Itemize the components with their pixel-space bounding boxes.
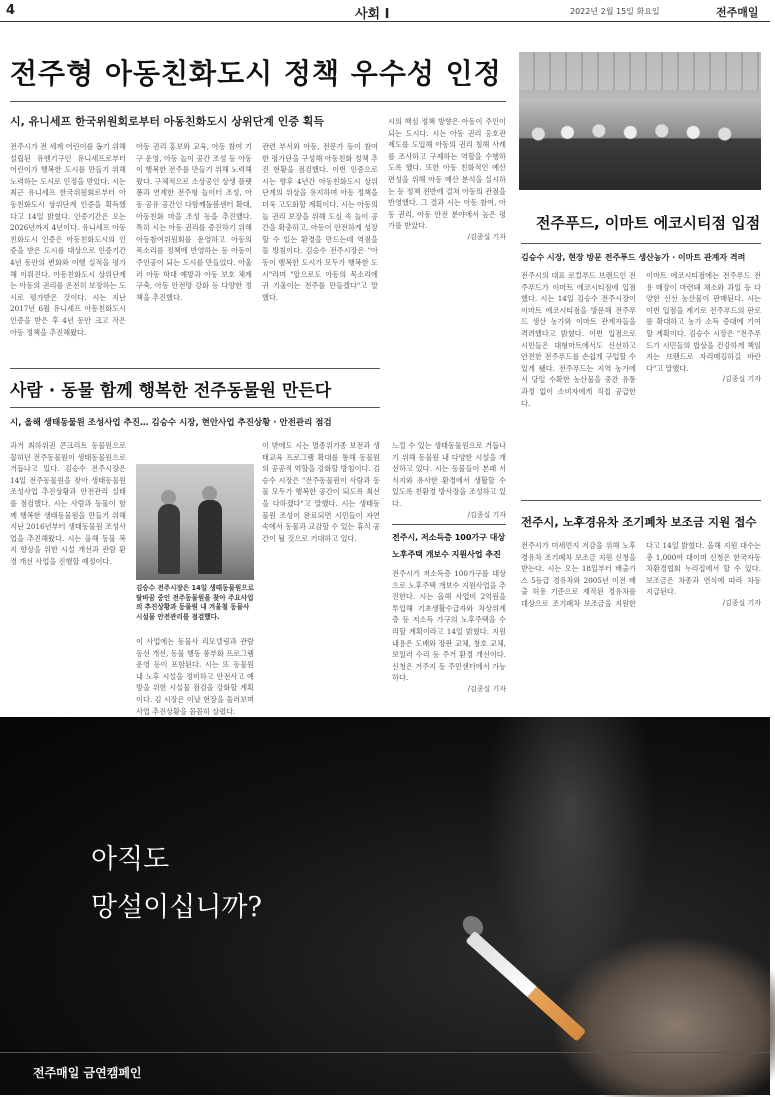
- article1-col3-text: 관련 부서와 아동, 전문가 등이 참여한 평가단을 구성해 아동친화 정책 추진 현황을 점검했다. 이번 인증으로 시는 향후 4년간 아동친화도시 상위단계의 위상을 유지하며 아동 정책을 더욱 고도화할 계획이다. 시는 아동의 놀 권리 보장을 위해 도심 속 놀이 공간을 확충하고, 아동이 안전하게 성장할 수 있는 환경을 만드는데 역점을 둘 방침이다. 김승수 전주시장은 "아동이 행복한 도시가 모두가 행복한 도시"라며 "앞으로도 아동의 목소리에 귀 기울이는 전주를 만들겠다"고 말했다.: [262, 142, 378, 302]
- store-shelf-graphic: [519, 52, 761, 90]
- article3-col3-text: 이 밖에도 시는 멸종위기종 보전과 생태교육 프로그램 확대를 통해 동물원의 공공적 역할을 강화할 방침이다. 김승수 시장은 "전주동물원이 사람과 동물 모두가 행복한 공간이 되도록 최선을 다하겠다"고 말했다. 시는 생태동물원 조성이 완료되면 시민들이 자연 속에서 동물과 교감할 수 있는 휴식 공간이 될 것으로 기대하고 있다.: [262, 441, 380, 543]
- person-graphic: [158, 504, 180, 574]
- ad-text-line2: 망설이십니까?: [91, 892, 262, 923]
- article5-body-text: 전주시가 미세먼지 저감을 위해 노후경유차 조기폐차 보조금 지원 신청을 받는다. 시는 오는 18일부터 배출가스 5등급 경유차와 2005년 이전 배출 허용 기준으로 제작된 경유차를 대상으로 조기폐차 보조금을 지원한다고 14일 밝혔다. 올해 지원 대수는 총 1,000여 대이며 신청은 한국자동차환경협회 누리집에서 할 수 있다. 보조금은 차종과 연식에 따라 차등 지급된다.: [521, 541, 761, 608]
- issue-date: 2022년 2월 15일 화요일: [570, 7, 660, 16]
- article3-col4-text: 느낄 수 있는 생태동물원으로 거듭나기 위해 동물원 내 다양한 시설을 개선하고 있다. 시는 동물들이 본래 서식지와 유사한 환경에서 생활할 수 있도록 친환경 방사장을 조성하고 있다.: [392, 441, 506, 508]
- ad-footer-label: 전주매일 금연캠페인: [33, 1066, 142, 1080]
- article3-col2: [136, 636, 254, 716]
- article5-headline: 전주시, 노후경유차 조기폐차 보조금 지원 접수: [521, 515, 757, 529]
- article3-rule: [10, 407, 380, 408]
- article1-col2: [136, 141, 252, 363]
- article1-col1-text: 전주시가 전 세계 어린이를 돕기 위해 설립된 유엔기구인 유니세프로부터 어린이가 행복한 도시를 만들기 위해 노력하는 도시로 인정을 받았다. 시는 최근 유니세프 한국위원회로부터 아동친화도시 상위단계 인증을 획득했다고 14일 밝혔다. 인증기간은 오는 2026년까지 4년이다. 유니세프 아동친화도시 인증은 아동친화도시의 인증을 받은 도시를 대상으로 인증기간 4년 동안의 변화와 이행 실적을 평가해 이뤄진다. 아동친화도시 상위단계는 아동의 권리를 온전히 보장하는 도시로 평가받은 것이다. 시는 지난 2017년 6월 유니세프 아동친화도시 인증을 받은 후 4년 동안 크고 작은 아동 정책을 추진해왔다.: [10, 142, 126, 337]
- article2-col1: [521, 270, 636, 495]
- article4-body-text: 전주시가 저소득층 100가구를 대상으로 노후주택 개보수 지원사업을 추진한다. 시는 올해 사업비 2억원을 투입해 기초생활수급자와 차상위계층 등 저소득 가구의 노후주택을 수리할 계획이라고 14일 밝혔다. 지원 내용은 도배와 장판 교체, 창호 교체, 보일러 수리 등 주거 환경 개선이다. 신청은 거주지 동 주민센터에서 가능하다.: [392, 569, 506, 683]
- article1-subhead: 시, 유니세프 한국위원회로부터 아동친화도시 상위단계 인증 획득: [10, 115, 325, 128]
- article3-byline: /김종실 기자: [467, 510, 506, 519]
- article4-body: [392, 568, 506, 705]
- anti-smoking-ad: [0, 717, 770, 1095]
- page-number: 4: [6, 3, 16, 18]
- section-name: 사회 I: [355, 7, 390, 22]
- paper-name: 전주매일: [716, 6, 759, 19]
- article1-byline: /김종실 기자: [467, 232, 506, 241]
- article3-col4: [392, 440, 506, 520]
- page-header: [0, 0, 770, 22]
- article4-byline: /김종실 기자: [467, 684, 506, 693]
- zoo-inspection-photo: [136, 464, 254, 580]
- person-graphic: [202, 486, 217, 501]
- article5-byline: /김종실 기자: [722, 598, 761, 607]
- article1-col4-text: 시의 핵심 정책 방향은 아동이 주인이 되는 도시다. 시는 아동 권리 옹호관 제도를 도입해 아동의 권리 침해 사례를 조사하고 구제하는 역할을 수행하도록 했다. 또한 아동 친화적인 예산 편성을 위해 아동 예산 분석을 실시하는 등 정책 전반에 걸쳐 아동의 관점을 반영했다. 그 결과 시는 아동 참여, 아동 권리, 아동 안전 분야에서 높은 평가를 받았다.: [388, 117, 506, 231]
- article2-headline: 전주푸드, 이마트 에코시티점 입점: [536, 214, 761, 232]
- article2-col2: [646, 270, 761, 495]
- person-graphic: [198, 500, 222, 574]
- emart-visit-photo: [519, 52, 761, 190]
- article2-col1-text: 전주시의 대표 로컬푸드 브랜드인 전주푸드가 이마트 에코시티점에 입점했다. 시는 14일 김승수 전주시장이 이마트 에코시티점을 방문해 전주푸드 생산 농가와 이마트 관계자들을 격려했다고 밝혔다. 이번 입점으로 시민들은 대형마트에서도 신선하고 안전한 전주푸드를 손쉽게 구입할 수 있게 됐다. 전주푸드는 지역 농가에서 당일 수확한 농산물을 중간 유통 과정 없이 소비자에게 직접 공급한다.: [521, 271, 636, 408]
- article3-col1-text: 과거 최하위권 콘크리트 동물원으로 꼽히던 전주동물원이 생태동물원으로 거듭나고 있다. 김승수 전주시장은 14일 전주동물원을 찾아 생태동물원 조성사업 추진상황과 안전관리 실태를 점검했다. 시는 사람과 동물이 함께 행복한 생태동물원을 만들기 위해 지난 2016년부터 생태동물원 조성사업을 추진해왔다. 시는 올해 동물 복지 향상을 위한 시설 개선과 관람 환경 개선 사업을 진행할 예정이다.: [10, 441, 126, 566]
- article5-body: [521, 540, 761, 705]
- ad-text-line1: 아직도: [91, 844, 170, 875]
- article1-col4: [388, 116, 506, 386]
- person-graphic: [161, 490, 176, 505]
- article2-byline: /김종실 기자: [722, 375, 761, 384]
- article5-top-rule: [521, 500, 761, 501]
- article2-col2-text: 이마트 에코시티점에는 전주푸드 전용 매장이 마련돼 채소와 과일 등 다양한 신선 농산물이 판매된다. 시는 이번 입점을 계기로 전주푸드의 판로를 확대하고 농가 소득 증대에 기여할 계획이다. 김승수 시장은 "전주푸드가 시민들의 밥상을 건강하게 책임지는 브랜드로 자리매김하길 바란다"고 말했다.: [646, 271, 761, 373]
- article1-col2-text: 아동 권리 홍보와 교육, 아동 참여 기구 운영, 아동 놀이 공간 조성 등 아동이 행복한 전주를 만들기 위해 노력해왔다. 구체적으로 소상공인 상생 플랫폼과 연계한 전주형 놀이터 조성, 아동 공유 공간인 다함께돌봄센터 확대, 아동친화 마을 조성 등을 추진했다. 특히 시는 아동 권리를 증진하기 위해 아동참여위원회를 운영하고 아동의 목소리를 정책에 반영하는 등 아동이 주인공이 되는 도시를 만들었다. 아울러 아동 학대 예방과 아동 보호 체계 구축, 아동 안전망 강화 등 다양한 정책을 추진했다.: [136, 142, 252, 302]
- article3-col3: [262, 440, 380, 705]
- article4-headline-line1: 전주시, 저소득층 100가구 대상: [392, 533, 506, 542]
- article4-rule: [392, 524, 506, 525]
- article3-top-rule: [10, 368, 380, 369]
- article4-headline-line2: 노후주택 개보수 지원사업 추진: [392, 550, 501, 559]
- article3-col2-text: 이 사업에는 동물사 리모델링과 관람 동선 개선, 동물 행동 풍부화 프로그램 운영 등이 포함된다. 시는 또 동물원 내 노후 시설을 정비하고 안전사고 예방을 위한 시설물 점검을 강화할 계획이다. 김 시장은 이날 현장을 둘러보며 사업 추진상황을 꼼꼼히 살폈다.: [136, 637, 254, 716]
- group-people-graphic: [519, 110, 761, 190]
- article1-col3: [262, 141, 378, 363]
- article3-subhead: 시, 올해 생태동물원 조성사업 추진… 김승수 시장, 현안사업 추진상황 · 안전관리 점검: [10, 418, 332, 428]
- ad-divider: [0, 1052, 770, 1053]
- article3-col1: [10, 440, 126, 705]
- article2-rule: [521, 243, 761, 244]
- article1-rule: [10, 101, 506, 102]
- hand-graphic: [555, 937, 775, 1097]
- article1-headline: 전주형 아동친화도시 정책 우수성 인정: [10, 57, 502, 90]
- zoo-photo-caption: 김승수 전주시장은 14일 생태동물원으로 탈바꿈 중인 전주동물원을 찾아 주요사업의 추진상황과 동물원 내 겨울철 동물사 시설물 안전관리를 점검했다.: [136, 584, 254, 621]
- article3-headline: 사람 · 동물 함께 행복한 전주동물원 만든다: [10, 381, 332, 401]
- article2-subhead: 김승수 시장, 현장 방문 전주푸드 생산농가 · 이마트 관계자 격려: [521, 253, 746, 262]
- article1-col1: [10, 141, 126, 363]
